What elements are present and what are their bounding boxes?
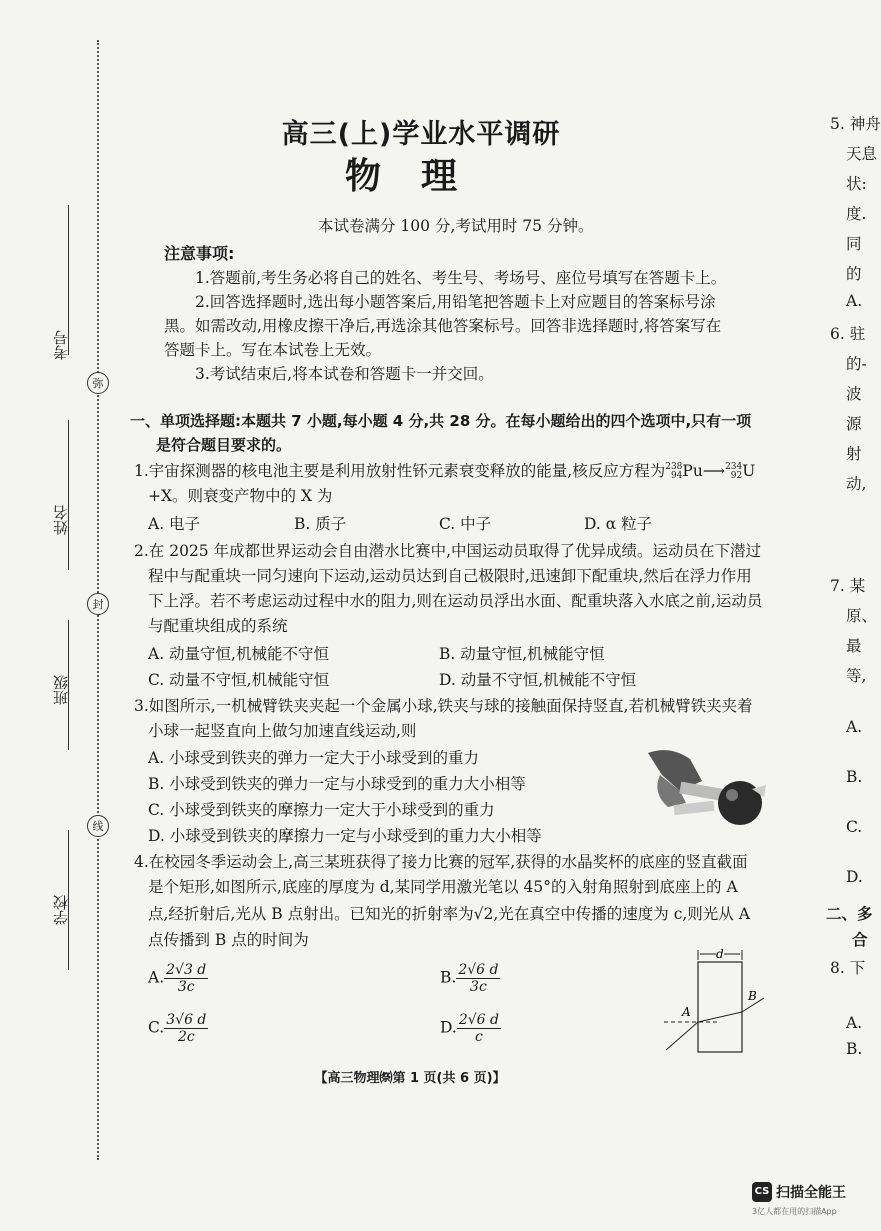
q4-option-c[interactable]: C. $\frac{3√6 d}{2c}$ (148, 1012, 207, 1045)
incident-ray (666, 1022, 698, 1050)
q2-line-1: 2.在 2025 年成都世界运动会自由潜水比赛中,中国运动员取得了优异成绩。运动员在下潜过 (134, 542, 762, 560)
q4-option-d[interactable]: D. $\frac{2√6 d}{c}$ (440, 1012, 499, 1045)
right-q5-line-5: 同 (846, 235, 862, 253)
right-q7-option-a: A. (846, 718, 863, 736)
refracted-ray (698, 1012, 742, 1022)
section1-heading-line-1: 一、单项选择题:本题共 7 小题,每小题 4 分,共 28 分。在每小题给出的四个选项中,只有一项 (130, 412, 752, 430)
right-q7-option-d: D. (846, 868, 863, 886)
right-q6-line-2: 的- (846, 355, 867, 373)
right-q7-line-3: 最 (846, 637, 862, 655)
right-q7-option-c: C. (846, 818, 863, 836)
label-b: B (748, 989, 757, 1003)
q3-option-c[interactable]: C. 小球受到铁夹的摩擦力一定大于小球受到的重力 (148, 801, 495, 819)
q2-option-c[interactable]: C. 动量不守恒,机械能守恒 (148, 671, 330, 689)
right-q5-line-3: 状: (846, 175, 867, 193)
seal-xian: 线 (87, 815, 109, 837)
q3-option-d[interactable]: D. 小球受到铁夹的摩擦力一定与小球受到的重力大小相等 (148, 827, 542, 845)
right-section2-line-1: 二、多 (826, 905, 873, 923)
notes-item-2-line-2: 黑。如需改动,用橡皮擦干净后,再选涂其他答案标号。回答非选择题时,将答案写在 (164, 317, 722, 335)
right-q6-line-4: 源 (846, 415, 862, 433)
right-q7-line-1: 7. 某 (830, 577, 866, 595)
q2-line-3: 下上浮。若不考虑运动过程中水的阻力,则在运动员浮出水面、配重块落入水底之前,运动员 (148, 592, 763, 610)
scanner-app-name: 扫描全能王 (776, 1184, 846, 1201)
q1-option-b[interactable]: B. 质子 (294, 515, 347, 533)
q4-option-a[interactable]: A. $\frac{2√3 d}{3c}$ (148, 962, 207, 995)
binding-label-exam-number: 考号 (52, 330, 70, 360)
exam-subject: 物理 (344, 156, 497, 197)
binding-fill-line-name (68, 420, 69, 570)
binding-label-class: 班级 (52, 675, 70, 705)
right-q5-line-2: 天息 (846, 145, 878, 163)
right-q6-line-1: 6. 驻 (830, 325, 866, 343)
right-q5-line-4: 度. (846, 205, 867, 223)
q3-claw-figure (640, 745, 770, 835)
q2-line-4: 与配重块组成的系统 (148, 617, 288, 635)
right-q5-option: A. (846, 292, 863, 310)
right-q7-line-4: 等, (846, 667, 867, 685)
block-outline (698, 962, 742, 1052)
q1-line-1: 1.宇宙探测器的核电池主要是利用放射性钚元素衰变释放的能量,核反应方程为238 94Pu⟶234 92U (134, 462, 756, 481)
q1-option-c[interactable]: C. 中子 (439, 515, 492, 533)
q4-line-4: 点传播到 B 点的时间为 (148, 931, 309, 949)
right-q6-line-5: 射 (846, 445, 862, 463)
q4-line-3: 点,经折射后,光从 B 点射出。已知光的折射率为√2,光在真空中传播的速度为 c,则光从 A (148, 905, 750, 923)
scanner-logo-icon: CS (752, 1182, 772, 1202)
section1-heading-line-2: 是符合题目要求的。 (156, 436, 292, 454)
q3-line-2: 小球一起竖直向上做匀加速直线运动,则 (148, 722, 417, 740)
claw-jaw-top (679, 782, 722, 801)
right-q5-line-6: 的 (846, 265, 862, 283)
q4-option-b[interactable]: B. $\frac{2√6 d}{3c}$ (440, 962, 499, 995)
right-q6-line-6: 动, (846, 475, 867, 493)
label-a: A (682, 1005, 691, 1019)
binding-label-name: 姓名 (52, 505, 70, 535)
binding-label-school: 学校 (52, 895, 70, 925)
metal-ball (718, 781, 762, 825)
ball-highlight (726, 789, 738, 801)
notes-heading: 注意事项: (164, 244, 235, 263)
exam-info: 本试卷满分 100 分,考试用时 75 分钟。 (318, 217, 594, 235)
q3-line-1: 3.如图所示,一机械臂铁夹夹起一个金属小球,铁夹与球的接触面保持竖直,若机械臂铁夹夹着 (134, 697, 753, 715)
notes-item-2-line-3: 答题卡上。写在本试卷上无效。 (164, 341, 382, 359)
right-section2-line-2: 合 (852, 931, 868, 949)
notes-item-1: 1.答题前,考生务必将自己的姓名、考生号、考场号、座位号填写在答题卡上。 (195, 269, 727, 287)
q2-option-d[interactable]: D. 动量不守恒,机械能不守恒 (439, 671, 637, 689)
label-d: d (716, 947, 724, 961)
scanner-tagline: 3亿人都在用的扫描App (752, 1207, 837, 1216)
q3-option-a[interactable]: A. 小球受到铁夹的弹力一定大于小球受到的重力 (148, 749, 480, 767)
right-q8-line-1: 8. 下 (830, 959, 866, 977)
q2-option-a[interactable]: A. 动量守恒,机械能不守恒 (148, 645, 329, 663)
q3-option-b[interactable]: B. 小球受到铁夹的弹力一定与小球受到的重力大小相等 (148, 775, 526, 793)
right-q5-line-1: 5. 神舟 (830, 115, 881, 133)
q4-line-2: 是个矩形,如图所示,底座的厚度为 d,某同学用激光笔以 45°的入射角照射到底座上的 A (148, 878, 738, 896)
right-q8-option-a: A. (846, 1014, 863, 1032)
seal-mi: 弥 (87, 372, 109, 394)
right-q6-line-3: 波 (846, 385, 862, 403)
q1-option-a[interactable]: A. 电子 (148, 515, 201, 533)
right-q7-line-2: 原、 (846, 607, 878, 625)
q4-line-1: 4.在校园冬季运动会上,高三某班获得了接力比赛的冠军,获得的水晶奖杯的底座的竖直截面 (134, 853, 748, 871)
notes-item-3: 3.考试结束后,将本试卷和答题卡一并交回。 (195, 365, 494, 383)
right-q8-option-b: B. (846, 1040, 863, 1058)
q1-option-d[interactable]: D. α 粒子 (584, 515, 653, 533)
notes-item-2-line-1: 2.回答选择题时,选出每小题答案后,用铅笔把答题卡上对应题目的答案标号涂 (195, 293, 716, 311)
q2-line-2: 程中与配重块一同匀速向下运动,运动员达到自己极限时,迅速卸下配重块,然后在浮力作用 (148, 567, 752, 585)
seal-feng: 封 (87, 593, 109, 615)
q4-refraction-figure (660, 940, 770, 1060)
exam-title: 高三(上)学业水平调研 (281, 119, 561, 150)
q2-option-b[interactable]: B. 动量守恒,机械能守恒 (439, 645, 605, 663)
q1-line-2: +X。则衰变产物中的 X 为 (148, 487, 333, 505)
scanner-watermark (752, 1181, 846, 1202)
right-q7-option-b: B. (846, 768, 863, 786)
page-footer: 【高三物理㉀第 1 页(共 6 页)】 (314, 1071, 506, 1086)
